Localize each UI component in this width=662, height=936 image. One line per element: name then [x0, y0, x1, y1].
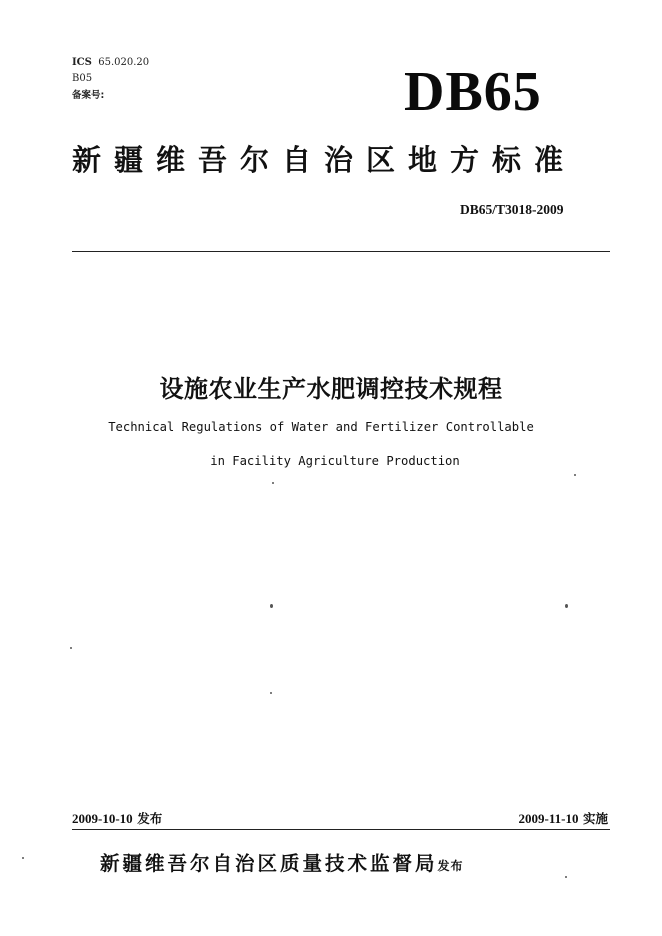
- issuing-authority-name: 新疆维吾尔自治区质量技术监督局: [100, 852, 438, 875]
- bottom-divider: [72, 829, 610, 830]
- ccs-code: B05: [72, 73, 93, 84]
- implementation-date-label: 实施: [582, 811, 608, 826]
- document-title-english-line-2: in Facility Agriculture Production: [210, 454, 460, 468]
- scan-speck: [565, 604, 568, 608]
- scan-speck: [22, 857, 24, 859]
- scan-speck: [270, 604, 273, 608]
- scan-speck: [270, 692, 272, 694]
- implementation-date-value: 2009-11-10: [518, 811, 579, 826]
- issue-date-value: 2009-10-10: [72, 811, 133, 826]
- issuing-authority: [100, 850, 464, 880]
- standard-number: DB65/T3018-2009: [460, 202, 564, 217]
- issue-date-label: 发布: [137, 811, 163, 826]
- scan-speck: [574, 474, 576, 476]
- implementation-date: [519, 809, 609, 827]
- standard-code-logo: DB65: [404, 61, 542, 123]
- filing-number-label: 备案号:: [72, 90, 105, 101]
- ics-code: [72, 57, 149, 69]
- issuing-authority-suffix: 发布: [437, 859, 464, 873]
- ics-value: 65.020.20: [98, 57, 150, 68]
- document-title-english-line-1: Technical Regulations of Water and Fertilizer Controllable: [108, 420, 534, 434]
- document-title-chinese: 设施农业生产水肥调控技术规程: [159, 375, 503, 403]
- scan-speck: [272, 482, 274, 484]
- issue-date: [72, 809, 162, 827]
- scan-speck: [565, 876, 567, 878]
- standard-type-heading: 新疆维吾尔自治区地方标准: [72, 143, 577, 177]
- scan-speck: [70, 647, 72, 649]
- ics-label: ICS: [72, 57, 92, 68]
- top-divider: [72, 251, 610, 252]
